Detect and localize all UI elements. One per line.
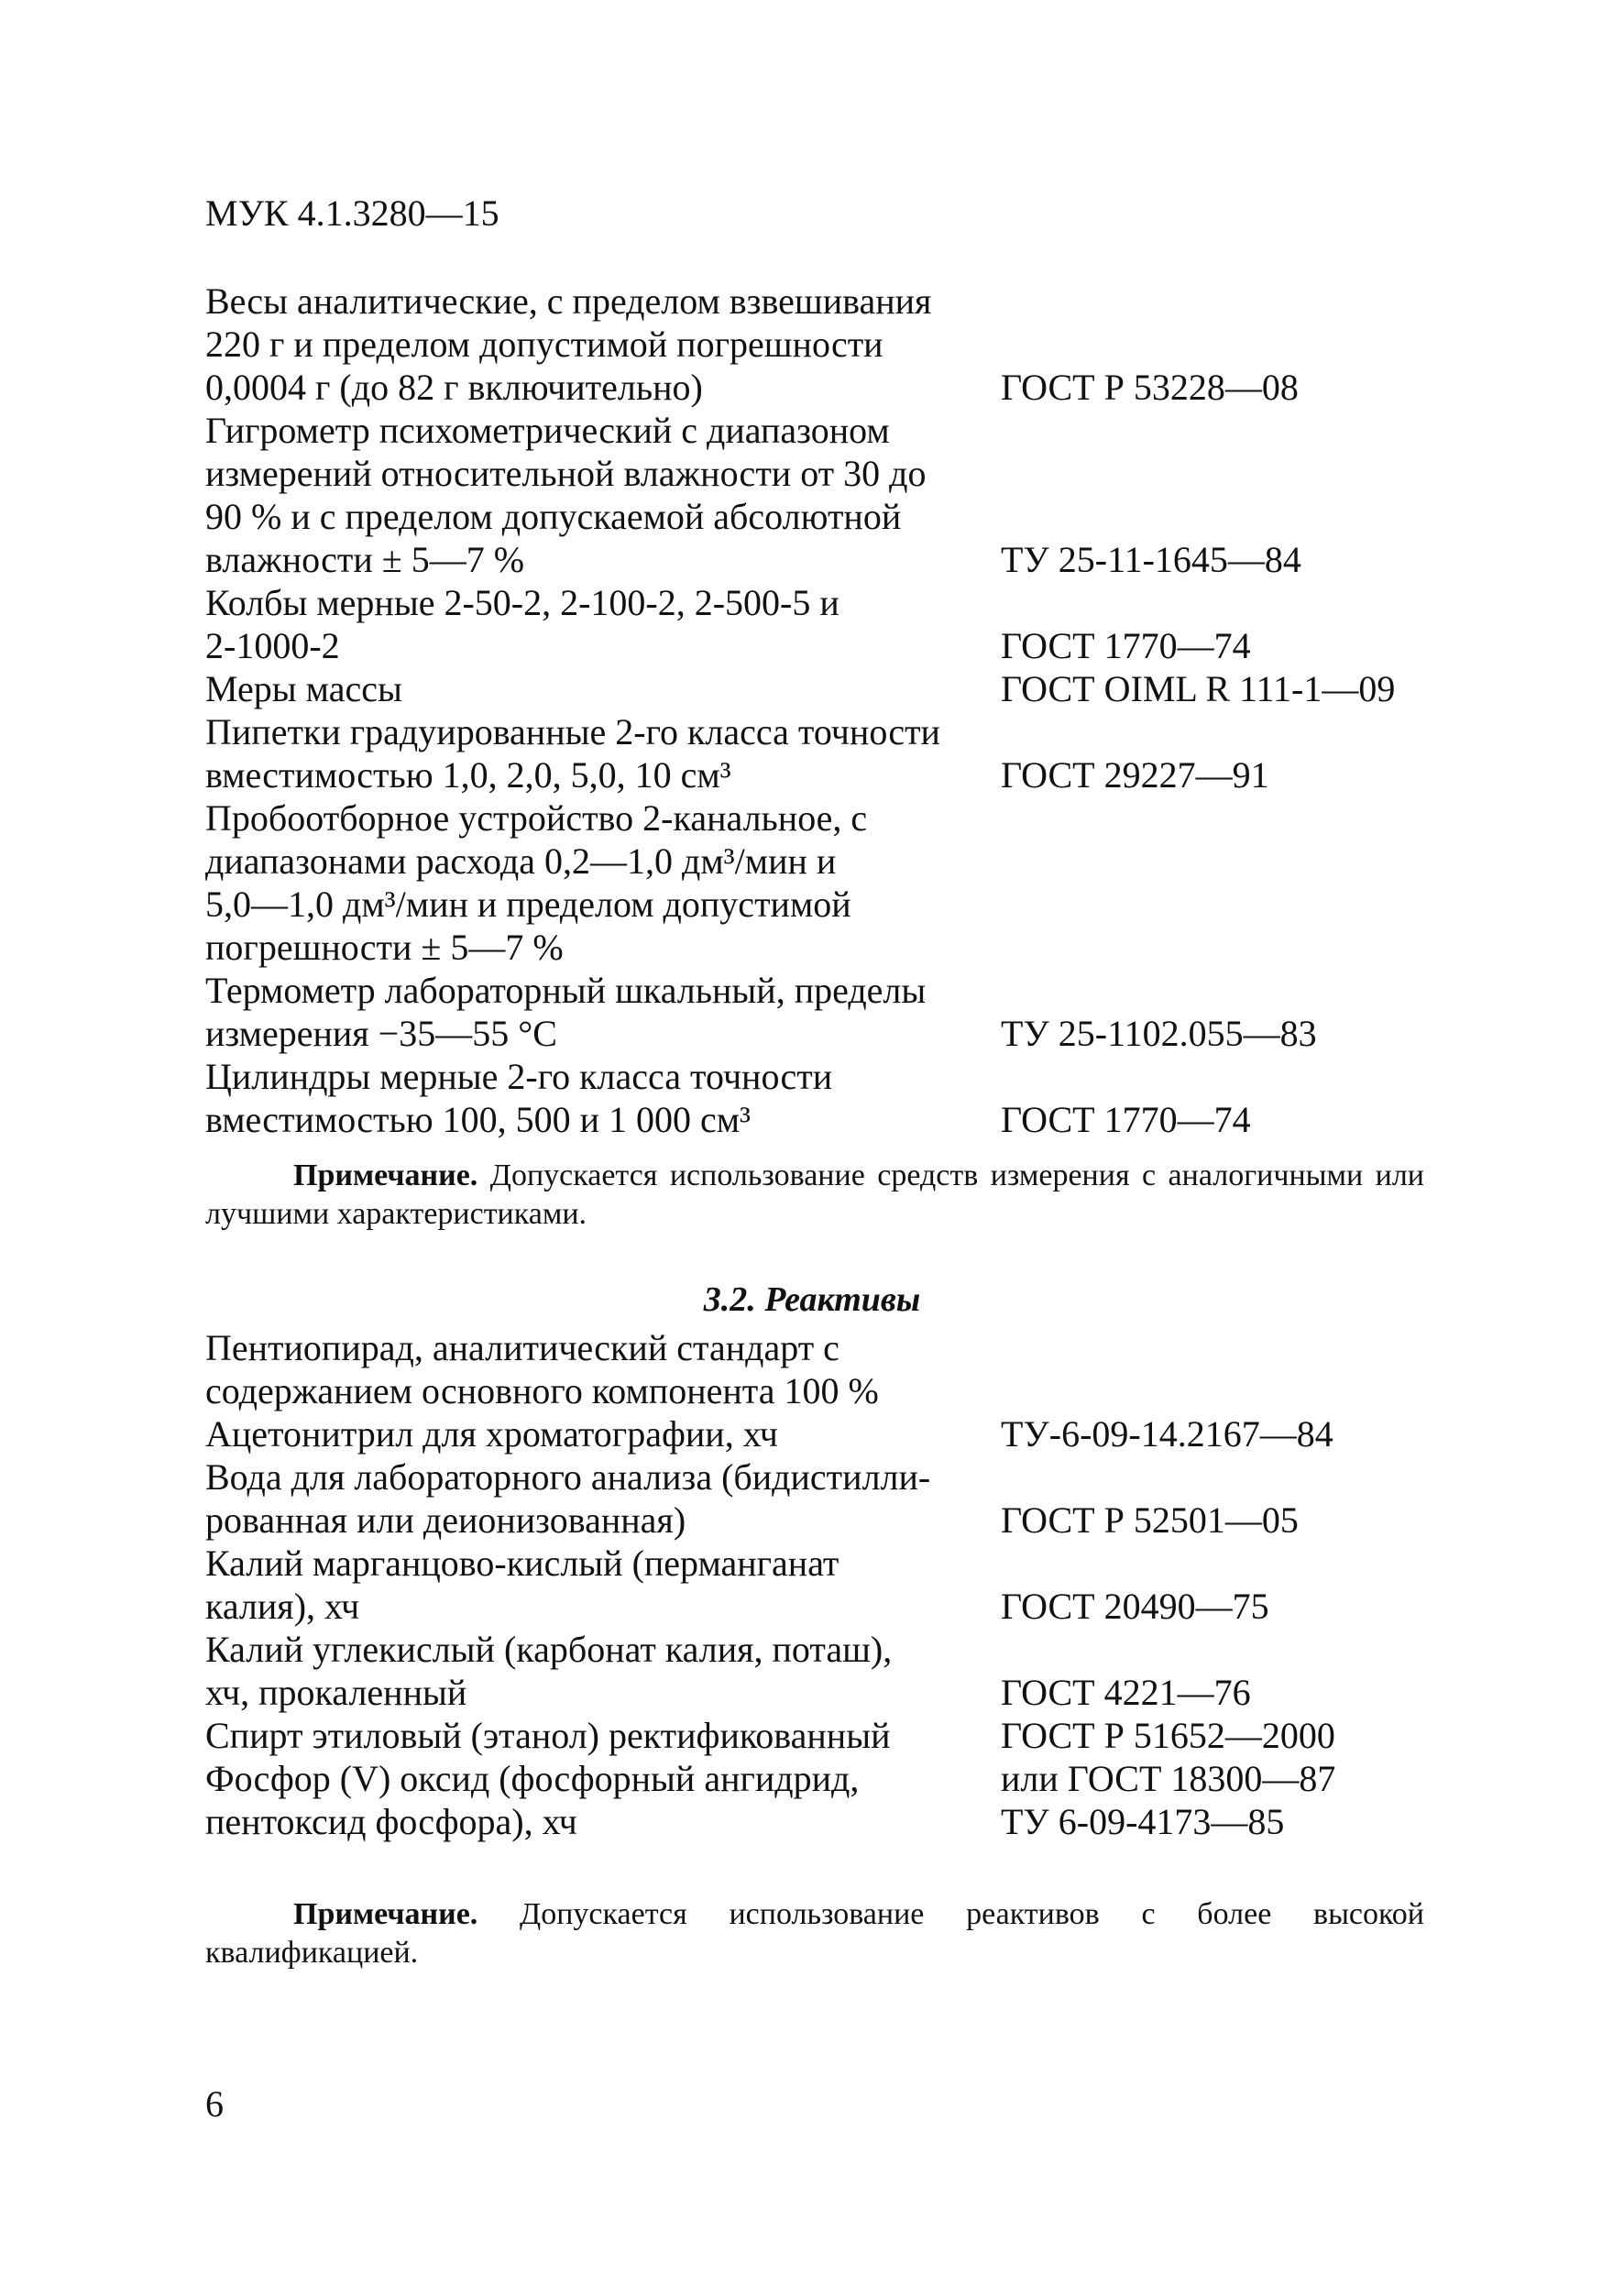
note-label: Примечание.: [293, 1897, 478, 1931]
description-line: содержанием основного компонента 100 %: [205, 1370, 879, 1411]
standard-reference: [1001, 1412, 1333, 1455]
document-code: МУК 4.1.3280—15: [205, 192, 499, 234]
description-line: Меры массы: [205, 668, 402, 709]
description-line: Термометр лабораторный шкальный, пределы: [205, 970, 927, 1011]
description-line: диапазонами расхода 0,2—1,0 дм³/мин и: [205, 840, 837, 882]
description-line: калия), хч: [205, 1586, 360, 1627]
page-number: 6: [205, 2083, 224, 2125]
standard-reference: [1001, 538, 1301, 581]
standard-line: ГОСТ 1770—74: [1001, 625, 1251, 666]
description-line: хч, прокаленный: [205, 1672, 467, 1713]
reagents-item: [205, 1326, 1424, 1412]
reagents-description: [205, 1542, 993, 1628]
standard-reference: [1001, 1012, 1317, 1055]
reagents-description: [205, 1714, 993, 1757]
standard-reference: [1001, 667, 1395, 710]
description-line: Цилиндры мерные 2-го класса точности: [205, 1056, 833, 1097]
description-line: 0,0004 г (до 82 г включительно): [205, 367, 703, 408]
section-title: 3.2. Реактивы: [703, 1280, 921, 1319]
description-line: Вода для лабораторного анализа (бидистилли-: [205, 1456, 931, 1498]
standard-line: ГОСТ 4221—76: [1001, 1672, 1251, 1713]
reagents-item: [205, 1455, 1424, 1542]
description-line: 5,0—1,0 дм³/мин и пределом допустимой: [205, 884, 851, 925]
reagents-description: [205, 1455, 993, 1542]
standard-reference: [1001, 366, 1299, 409]
description-line: Спирт этиловый (этанол) ректификованный: [205, 1715, 891, 1756]
standard-line: ГОСТ OIML R 111-1—09: [1001, 668, 1396, 709]
description-line: вместимостью 100, 500 и 1 000 см³: [205, 1099, 752, 1140]
standard-reference: [1001, 1585, 1269, 1628]
standard-reference: [1001, 1800, 1284, 1843]
note-text: Допускается использование реактивов с более высокой квалификацией.: [205, 1897, 1425, 1970]
standard-reference: [1001, 1499, 1299, 1542]
equipment-item: [205, 969, 1424, 1055]
equipment-description: [205, 1055, 993, 1141]
standard-reference: [1001, 1098, 1251, 1141]
standard-line: или ГОСТ 18300—87: [1001, 1758, 1336, 1799]
reagents-item: [205, 1628, 1424, 1714]
reagents-item: [205, 1412, 1424, 1455]
equipment-item: [205, 280, 1424, 409]
equipment-item: [205, 1055, 1424, 1141]
equipment-description: [205, 710, 993, 796]
reagents-item: [205, 1757, 1424, 1843]
description-line: Гигрометр психометрический с диапазоном: [205, 410, 890, 451]
reagents-description: [205, 1412, 993, 1455]
standard-line: ТУ 25-11-1645—84: [1001, 539, 1301, 580]
reagents-description: [205, 1757, 993, 1843]
description-line: 220 г и пределом допустимой погрешности: [205, 324, 883, 365]
standard-line: ГОСТ 20490—75: [1001, 1586, 1269, 1627]
description-line: Фосфор (V) оксид (фосфорный ангидрид,: [205, 1758, 860, 1799]
description-line: погрешности ± 5—7 %: [205, 927, 564, 968]
description-line: Пентиопирад, аналитический стандарт с: [205, 1327, 839, 1368]
standard-reference: [1001, 1671, 1251, 1714]
standard-reference: [1001, 624, 1251, 667]
equipment-description: [205, 667, 993, 710]
description-line: вместимостью 1,0, 2,0, 5,0, 10 см³: [205, 754, 731, 796]
reagents-description: [205, 1326, 993, 1412]
description-line: Пипетки градуированные 2-го класса точности: [205, 711, 940, 752]
reagents-note: [205, 1895, 1424, 1972]
description-line: Весы аналитические, с пределом взвешивания: [205, 280, 932, 322]
standard-line: ГОСТ 29227—91: [1001, 754, 1269, 796]
description-line: измерения −35—55 °С: [205, 1013, 557, 1054]
standard-line: ТУ-6-09-14.2167—84: [1001, 1413, 1333, 1455]
description-line: пентоксид фосфора), хч: [205, 1801, 577, 1842]
description-line: 90 % и с пределом допускаемой абсолютной: [205, 496, 902, 537]
description-line: Ацетонитрил для хроматографии, хч: [205, 1413, 778, 1455]
note-text: Допускается использование средств измерения с аналогичными или лучшими характеристиками.: [205, 1158, 1424, 1231]
equipment-item: [205, 409, 1424, 581]
description-line: 2-1000-2: [205, 625, 340, 666]
description-line: Калий марганцово-кислый (перманганат: [205, 1543, 839, 1584]
standard-line: ГОСТ Р 51652—2000: [1001, 1715, 1335, 1756]
reagents-list: [205, 1326, 1424, 1843]
description-line: Калий углекислый (карбонат калия, поташ),: [205, 1629, 893, 1670]
equipment-item: [205, 667, 1424, 710]
equipment-note: [205, 1157, 1424, 1234]
equipment-description: [205, 409, 993, 581]
standard-line: ГОСТ Р 53228—08: [1001, 367, 1299, 408]
description-line: рованная или деионизованная): [205, 1499, 686, 1541]
standard-reference: [1001, 753, 1269, 796]
equipment-description: [205, 581, 993, 667]
equipment-item: [205, 796, 1424, 969]
description-line: влажности ± 5—7 %: [205, 539, 525, 580]
description-line: Колбы мерные 2-50-2, 2-100-2, 2-500-5 и: [205, 582, 839, 623]
description-line: измерений относительной влажности от 30 до: [205, 453, 927, 494]
equipment-list: [205, 280, 1424, 1141]
equipment-description: [205, 796, 993, 969]
reagents-description: [205, 1628, 993, 1714]
standard-line: ТУ 25-1102.055—83: [1001, 1013, 1317, 1054]
equipment-description: [205, 969, 993, 1055]
standard-line: ТУ 6-09-4173—85: [1001, 1801, 1285, 1842]
reagents-item: [205, 1542, 1424, 1628]
standard-line: ГОСТ Р 52501—05: [1001, 1499, 1299, 1541]
standard-line: ГОСТ 1770—74: [1001, 1099, 1251, 1140]
description-line: Пробоотборное устройство 2-канальное, с: [205, 797, 868, 839]
note-label: Примечание.: [293, 1158, 478, 1192]
equipment-description: [205, 280, 993, 409]
equipment-item: [205, 581, 1424, 667]
equipment-item: [205, 710, 1424, 796]
